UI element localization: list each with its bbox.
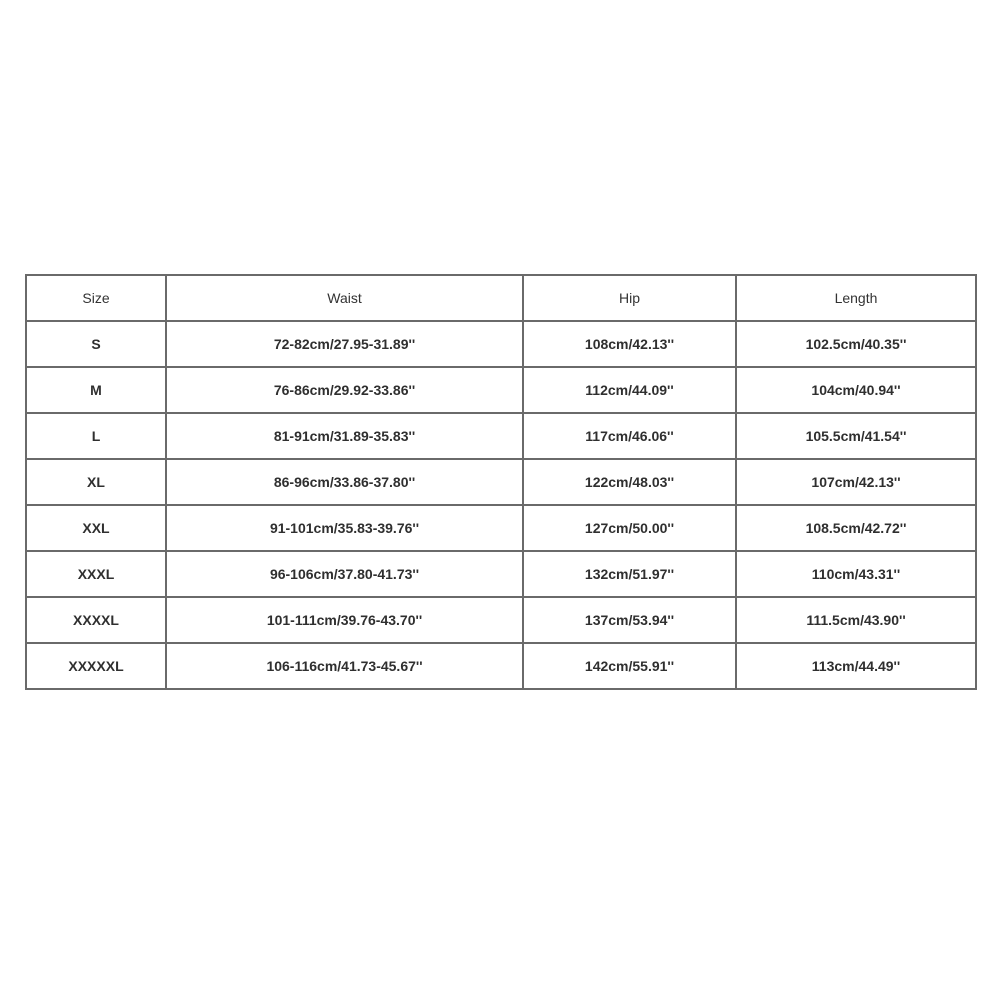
- size-chart-table: [25, 274, 977, 690]
- table-row: [26, 321, 976, 367]
- header-waist: Waist: [166, 275, 523, 321]
- cell-length: 104cm/40.94'': [736, 367, 976, 413]
- table-row: [26, 459, 976, 505]
- cell-waist: 96-106cm/37.80-41.73'': [166, 551, 523, 597]
- cell-hip: 142cm/55.91'': [523, 643, 736, 689]
- cell-length: 107cm/42.13'': [736, 459, 976, 505]
- cell-waist: 101-111cm/39.76-43.70'': [166, 597, 523, 643]
- header-length: Length: [736, 275, 976, 321]
- table-row: [26, 413, 976, 459]
- table-row: [26, 367, 976, 413]
- cell-waist: 91-101cm/35.83-39.76'': [166, 505, 523, 551]
- table-header-row: [26, 275, 976, 321]
- cell-hip: 127cm/50.00'': [523, 505, 736, 551]
- cell-waist: 86-96cm/33.86-37.80'': [166, 459, 523, 505]
- cell-waist: 81-91cm/31.89-35.83'': [166, 413, 523, 459]
- cell-hip: 112cm/44.09'': [523, 367, 736, 413]
- cell-hip: 117cm/46.06'': [523, 413, 736, 459]
- table-row: [26, 597, 976, 643]
- cell-length: 105.5cm/41.54'': [736, 413, 976, 459]
- cell-size: M: [26, 367, 166, 413]
- cell-hip: 132cm/51.97'': [523, 551, 736, 597]
- cell-waist: 72-82cm/27.95-31.89'': [166, 321, 523, 367]
- cell-size: XXL: [26, 505, 166, 551]
- cell-length: 108.5cm/42.72'': [736, 505, 976, 551]
- table-row: [26, 551, 976, 597]
- cell-length: 102.5cm/40.35'': [736, 321, 976, 367]
- cell-hip: 122cm/48.03'': [523, 459, 736, 505]
- cell-waist: 76-86cm/29.92-33.86'': [166, 367, 523, 413]
- cell-size: L: [26, 413, 166, 459]
- cell-length: 111.5cm/43.90'': [736, 597, 976, 643]
- cell-hip: 137cm/53.94'': [523, 597, 736, 643]
- cell-size: XL: [26, 459, 166, 505]
- cell-size: XXXXL: [26, 597, 166, 643]
- cell-length: 113cm/44.49'': [736, 643, 976, 689]
- cell-size: XXXL: [26, 551, 166, 597]
- cell-length: 110cm/43.31'': [736, 551, 976, 597]
- cell-size: XXXXXL: [26, 643, 166, 689]
- cell-hip: 108cm/42.13'': [523, 321, 736, 367]
- table-row: [26, 643, 976, 689]
- cell-waist: 106-116cm/41.73-45.67'': [166, 643, 523, 689]
- header-size: Size: [26, 275, 166, 321]
- cell-size: S: [26, 321, 166, 367]
- header-hip: Hip: [523, 275, 736, 321]
- table-row: [26, 505, 976, 551]
